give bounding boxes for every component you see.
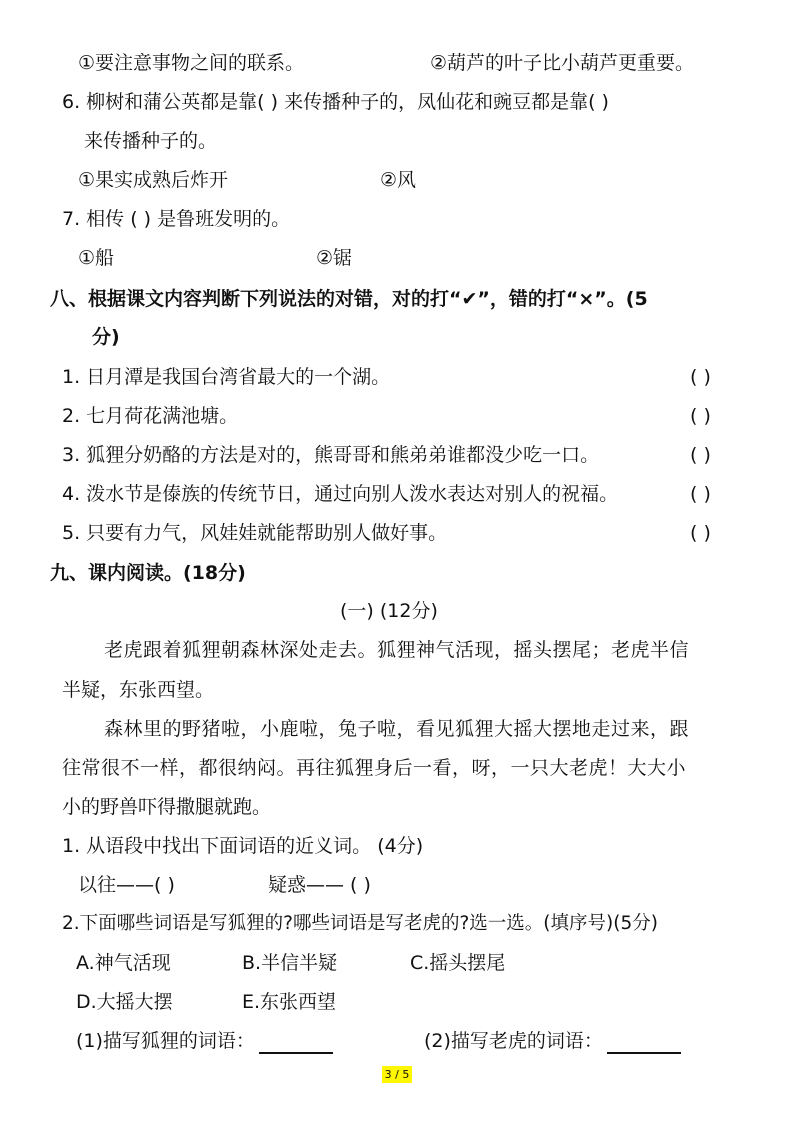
question-6: 6. 柳树和蒲公英都是靠( ) 来传播种子的，凤仙花和豌豆都是靠( ) [62,91,609,113]
answer-paren-4[interactable]: ( ) [690,483,711,505]
answer-paren-1[interactable]: ( ) [690,366,711,388]
fox-words-label: (1)描写狐狸的词语： [76,1030,255,1052]
choice-d: D.大摇大摆 [76,991,173,1013]
question-6-cont: 来传播种子的。 [84,130,218,152]
choice-b: B.半信半疑 [242,952,338,974]
passage-line: 老虎跟着狐狸朝森林深处走去。狐狸神气活现，摇头摆尾；老虎半信 [104,639,690,661]
answer-paren-3[interactable]: ( ) [690,444,711,466]
judge-item-1: 1. 日月潭是我国台湾省最大的一个湖。 [62,366,391,388]
option-line: ①要注意事物之间的联系。 [78,52,305,74]
section-8-title-cont: 分) [92,326,120,348]
fox-words-row [76,1028,333,1054]
tiger-words-blank[interactable] [607,1034,681,1054]
synonym-blank-2[interactable]: 疑惑—— ( ) [268,874,371,896]
reading-question-2: 2.下面哪些词语是写狐狸的?哪些词语是写老虎的?选一选。(填序号)(5分) [62,913,658,934]
answer-paren-5[interactable]: ( ) [690,522,711,544]
question-6-option-2: ②风 [380,169,417,191]
answer-paren-2[interactable]: ( ) [690,405,711,427]
judge-item-3: 3. 狐狸分奶酪的方法是对的，熊哥哥和熊弟弟谁都没少吃一口。 [62,444,600,466]
synonym-blank-1[interactable]: 以往——( ) [78,874,175,896]
question-6-option-1: ①果实成熟后炸开 [78,169,229,191]
question-7: 7. 相传 ( ) 是鲁班发明的。 [62,208,291,230]
tiger-words-row [424,1028,681,1054]
passage-line: 森林里的野猪啦，小鹿啦，兔子啦，看见狐狸大摇大摆地走过来，跟 [104,718,690,740]
passage-line: 小的野兽吓得撒腿就跑。 [62,796,272,818]
choice-e: E.东张西望 [242,991,337,1013]
page-number: 3 / 5 [382,1066,412,1083]
sub-section-title: (一) (12分) [340,600,438,622]
judge-item-2: 2. 七月荷花满池塘。 [62,405,239,427]
passage-line: 往常很不一样，都很纳闷。再往狐狸身后一看，呀，一只大老虎！大大小 [62,757,687,779]
section-8-title: 八、根据课文内容判断下列说法的对错，对的打“✔”，错的打“×”。(5 [50,288,648,310]
choice-c: C.摇头摆尾 [410,952,506,974]
passage-line: 半疑，东张西望。 [62,679,215,701]
tiger-words-label: (2)描写老虎的词语： [424,1030,603,1052]
question-7-option-1: ①船 [78,247,115,269]
choice-a: A.神气活现 [76,952,171,974]
judge-item-5: 5. 只要有力气，风娃娃就能帮助别人做好事。 [62,522,448,544]
question-7-option-2: ②锯 [316,247,353,269]
fox-words-blank[interactable] [259,1034,333,1054]
judge-item-4: 4. 泼水节是傣族的传统节日，通过向别人泼水表达对别人的祝福。 [62,483,619,505]
reading-question-1: 1. 从语段中找出下面词语的近义词。 (4分) [62,835,424,857]
option-line: ②葫芦的叶子比小葫芦更重要。 [430,52,695,74]
section-9-title: 九、课内阅读。(18分) [50,562,246,584]
